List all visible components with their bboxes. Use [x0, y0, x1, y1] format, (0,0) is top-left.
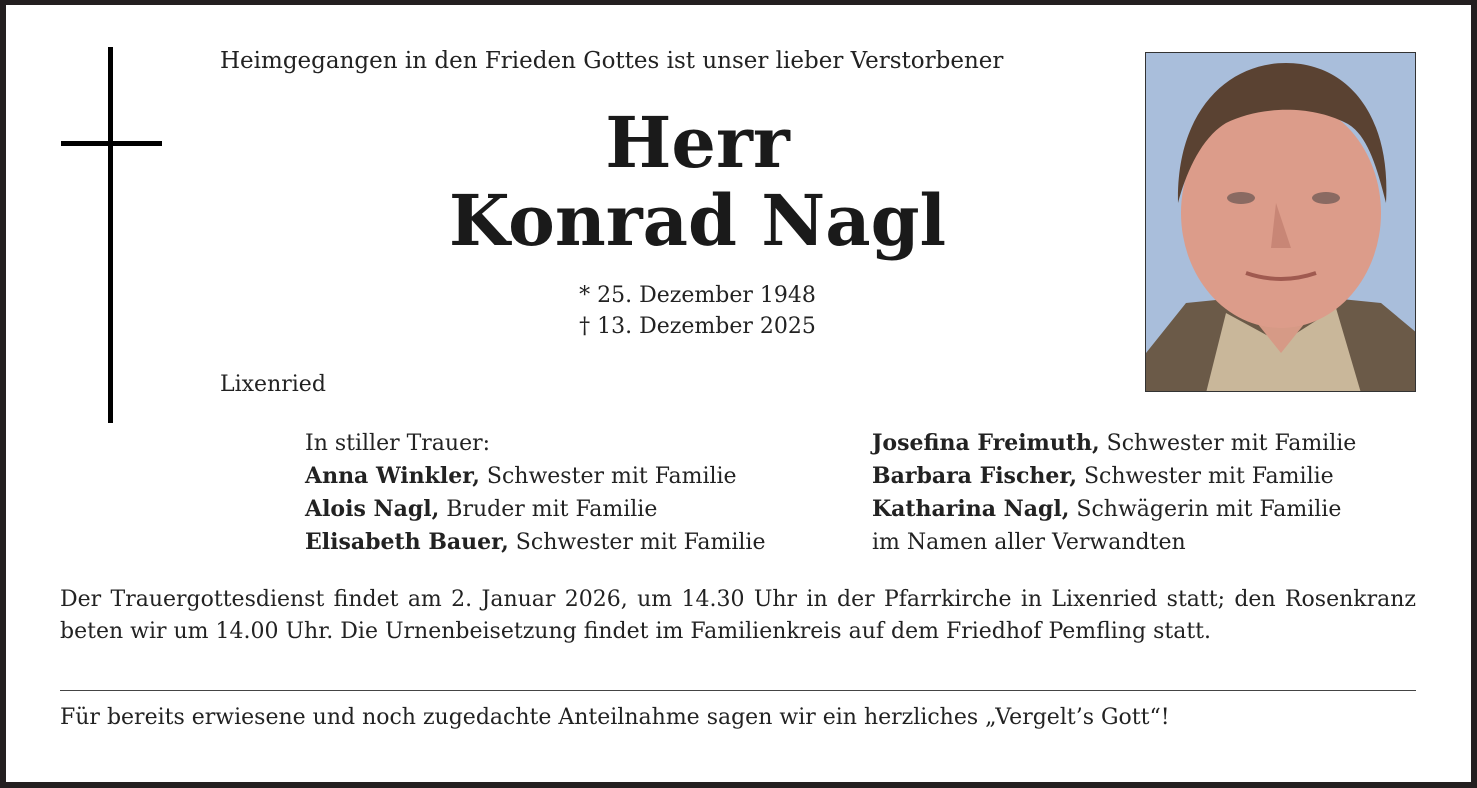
- birth-date: * 25. Dezember 1948: [579, 283, 816, 308]
- mourners-right-column: [872, 427, 1356, 559]
- divider: [60, 690, 1416, 691]
- mourner-line: im Namen aller Verwandten: [872, 530, 1186, 555]
- mourner-line: Katharina Nagl, Schwägerin mit Familie: [872, 496, 1342, 522]
- title-line-1: Herr: [605, 101, 790, 184]
- life-dates: [420, 280, 975, 342]
- cross-icon: [108, 47, 113, 423]
- mourner-line: Barbara Fischer, Schwester mit Familie: [872, 463, 1334, 489]
- place: Lixenried: [220, 372, 326, 397]
- mourner-line: Alois Nagl, Bruder mit Familie: [305, 496, 658, 522]
- intro-text: Heimgegangen in den Frieden Gottes ist unser lieber Verstorbener: [220, 48, 1004, 74]
- deceased-name: [420, 101, 975, 262]
- death-date: † 13. Dezember 2025: [579, 314, 816, 339]
- mourner-line: Josefina Freimuth, Schwester mit Familie: [872, 430, 1357, 456]
- portrait-photo: [1145, 52, 1416, 392]
- mourner-line: In stiller Trauer:: [305, 431, 491, 456]
- thanks-text: Für bereits erwiesene und noch zugedachte Anteilnahme sagen wir ein herzliches „Vergelt’s Gott“!: [60, 705, 1170, 730]
- mourner-line: Anna Winkler, Schwester mit Familie: [305, 463, 737, 489]
- service-info: Der Trauergottesdienst findet am 2. Januar 2026, um 14.30 Uhr in der Pfarrkirche in Lixenried statt; den Rosenkranz beten wir um 14.00 Uhr. Die Urnenbeisetzung findet im Familienkreis auf dem Friedhof Pemfling statt.: [60, 587, 1416, 644]
- title-line-2: Konrad Nagl: [448, 179, 947, 262]
- mourner-line: Elisabeth Bauer, Schwester mit Familie: [305, 529, 766, 555]
- cross-icon-bar: [61, 141, 162, 146]
- mourners-left-column: [305, 427, 766, 559]
